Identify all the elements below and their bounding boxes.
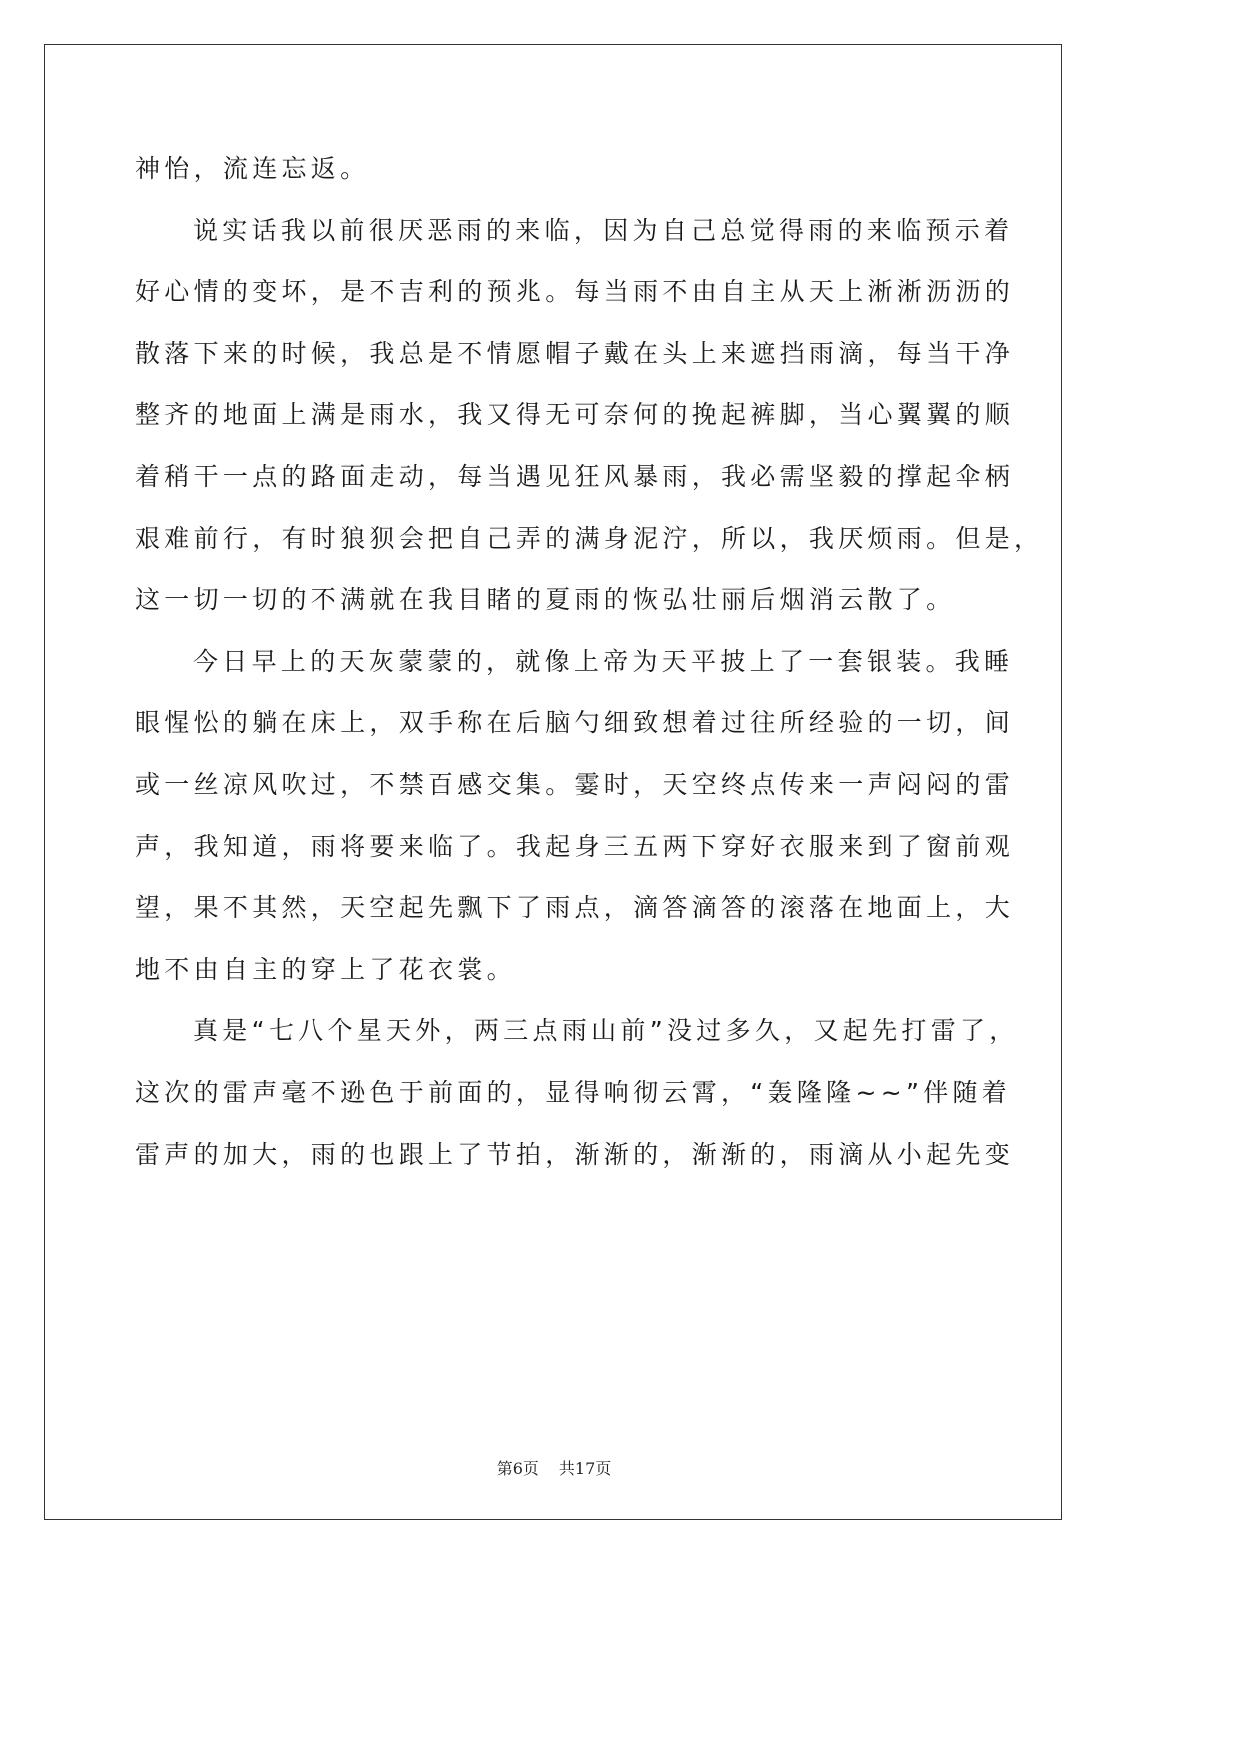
text-line: 散落下来的时候，我总是不情愿帽子戴在头上来遮挡雨滴，每当干净 (135, 338, 1015, 368)
page-number: 第6页 (496, 1459, 539, 1478)
text-line: 地不由自主的穿上了花衣裳。 (135, 954, 516, 984)
text-line: 今日早上的天灰蒙蒙的，就像上帝为天平披上了一套银装。我睡 (193, 646, 1014, 676)
text-line: 艰难前行，有时狼狈会把自己弄的满身泥泞，所以，我厌烦雨。但是， (135, 523, 1044, 553)
text-line: 雷声的加大，雨的也跟上了节拍，渐渐的，渐渐的，雨滴从小起先变 (135, 1139, 1015, 1169)
text-line: 好心情的变坏，是不吉利的预兆。每当雨不由自主从天上淅淅沥沥的 (135, 277, 1015, 307)
text-line: 望，果不其然，天空起先飘下了雨点，滴答滴答的滚落在地面上，大 (135, 893, 1015, 923)
page-footer (0, 1456, 1108, 1479)
document-body (135, 138, 1044, 1185)
text-line: 声，我知道，雨将要来临了。我起身三五两下穿好衣服来到了窗前观 (135, 831, 1015, 861)
text-line: 或一丝凉风吹过，不禁百感交集。霎时，天空终点传来一声闷闷的雷 (135, 769, 1015, 799)
text-line: 说实话我以前很厌恶雨的来临，因为自己总觉得雨的来临预示着 (193, 215, 1014, 245)
text-line: 着稍干一点的路面走动，每当遇见狂风暴雨，我必需坚毅的撑起伞柄 (135, 461, 1015, 491)
text-line: 这次的雷声毫不逊色于前面的，显得响彻云霄，“轰隆隆~~”伴随着 (135, 1077, 1012, 1107)
page-total: 共17页 (558, 1459, 612, 1478)
text-line: 眼惺忪的躺在床上，双手称在后脑勺细致想着过往所经验的一切，间 (135, 708, 1015, 738)
text-line: 这一切一切的不满就在我目睹的夏雨的恢弘壮丽后烟消云散了。 (135, 585, 956, 615)
text-line: 整齐的地面上满是雨水，我又得无可奈何的挽起裤脚，当心翼翼的顺 (135, 400, 1015, 430)
text-line: 神怡，流连忘返。 (135, 154, 370, 183)
text-line: 真是“七八个星天外，两三点雨山前”没过多久，又起先打雷了， (193, 1016, 1019, 1046)
